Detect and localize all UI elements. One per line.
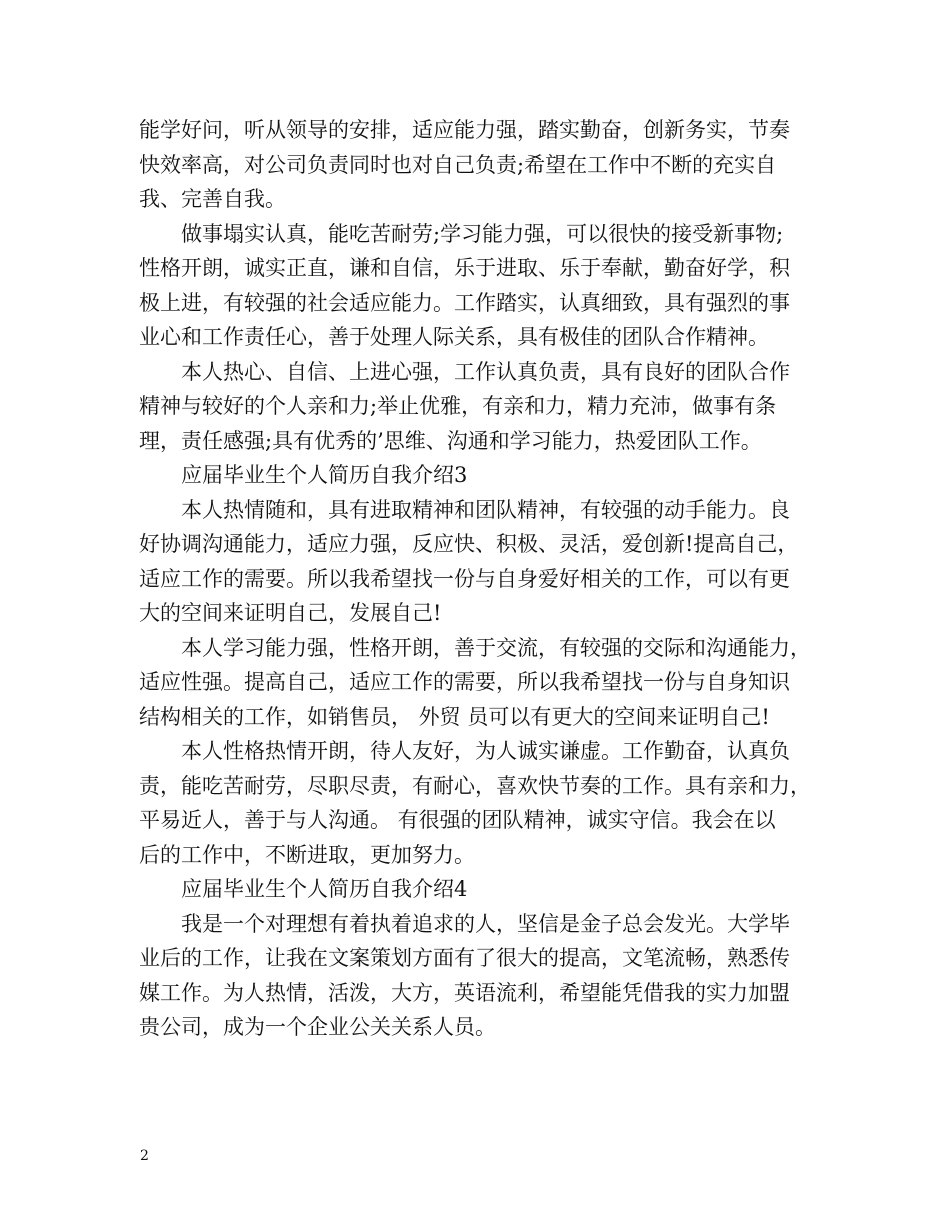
document-body — [139, 113, 829, 1045]
paragraph-start-line: 本人热情随和，具有进取精神和团队精神，有较强的动手能力。良 — [181, 497, 790, 522]
text-line: 结构相关的工作，如销售员， 外贸 员可以有更大的空间来证明自己! — [139, 704, 770, 729]
text-line: 极上进，有较强的社会适应能力。工作踏实，认真细致，具有强烈的事 — [139, 290, 790, 315]
text-line: 性格开朗，诚实正直，谦和自信，乐于进取、乐于奉献，勤奋好学，积 — [139, 256, 790, 280]
text-line: 大的空间来证明自己，发展自己! — [139, 601, 442, 625]
text-line: 业心和工作责任心，善于处理人际关系，具有极佳的团队合作精神。 — [139, 325, 769, 349]
page-number: 2 — [140, 1148, 149, 1164]
text-line: 能学好问，听从领导的安排，适应能力强，踏实勤奋，创新务实，节奏 — [139, 118, 790, 142]
text-line: 快效率高，对公司负责同时也对自己负责;希望在工作中不断的充实自 — [139, 152, 777, 177]
text-line: 平易近人，善于与人沟通。 有很强的团队精神，诚实守信。我会在以 — [139, 808, 776, 832]
text-line: 业后的工作，让我在文案策划方面有了很大的提高，文笔流畅，熟悉传 — [139, 946, 790, 970]
text-line: 适应工作的需要。所以我希望找一份与自身爱好相关的工作，可以有更 — [139, 566, 790, 591]
text-line: 精神与较好的个人亲和力;举止优雅，有亲和力，精力充沛，做事有条 — [139, 394, 777, 418]
paragraph-start-line: 本人学习能力强，性格开朗，善于交流，有较强的交际和沟通能力， — [181, 635, 811, 660]
section-heading: 应届毕业生个人简历自我介绍3 — [181, 463, 468, 487]
text-line: 媒工作。为人热情，活泼，大方，英语流利，希望能凭借我的实力加盟 — [139, 980, 790, 1005]
paragraph-start-line: 本人热心、自信、上进心强，工作认真负责，具有良好的团队合作 — [181, 359, 790, 384]
text-line: 后的工作中，不断进取，更加努力。 — [139, 842, 475, 867]
text-line: 责，能吃苦耐劳，尽职尽责，有耐心，喜欢快节奏的工作。具有亲和力， — [139, 773, 811, 798]
paragraph-start-line: 我是一个对理想有着执着追求的人，坚信是金子总会发光。大学毕 — [181, 911, 790, 936]
text-line: 我、完善自我。 — [139, 187, 286, 211]
paragraph-start-line: 做事塌实认真，能吃苦耐劳;学习能力强，可以很快的接受新事物; — [181, 221, 784, 246]
text-line: 适应性强。提高自己，适应工作的需要，所以我希望找一份与自身知识 — [139, 670, 790, 694]
text-line: 好协调沟通能力，适应力强，反应快、积极、灵活，爱创新!提高自己， — [139, 532, 799, 556]
paragraph-start-line: 本人性格热情开朗，待人友好，为人诚实谦虚。工作勤奋，认真负 — [181, 739, 790, 763]
text-line: 贵公司，成为一个企业公关关系人员。 — [139, 1015, 496, 1039]
section-heading: 应届毕业生个人简历自我介绍4 — [181, 877, 468, 901]
text-line: 理，责任感强;具有优秀的’思维、沟通和学习能力，热爱团队工作。 — [139, 428, 762, 453]
